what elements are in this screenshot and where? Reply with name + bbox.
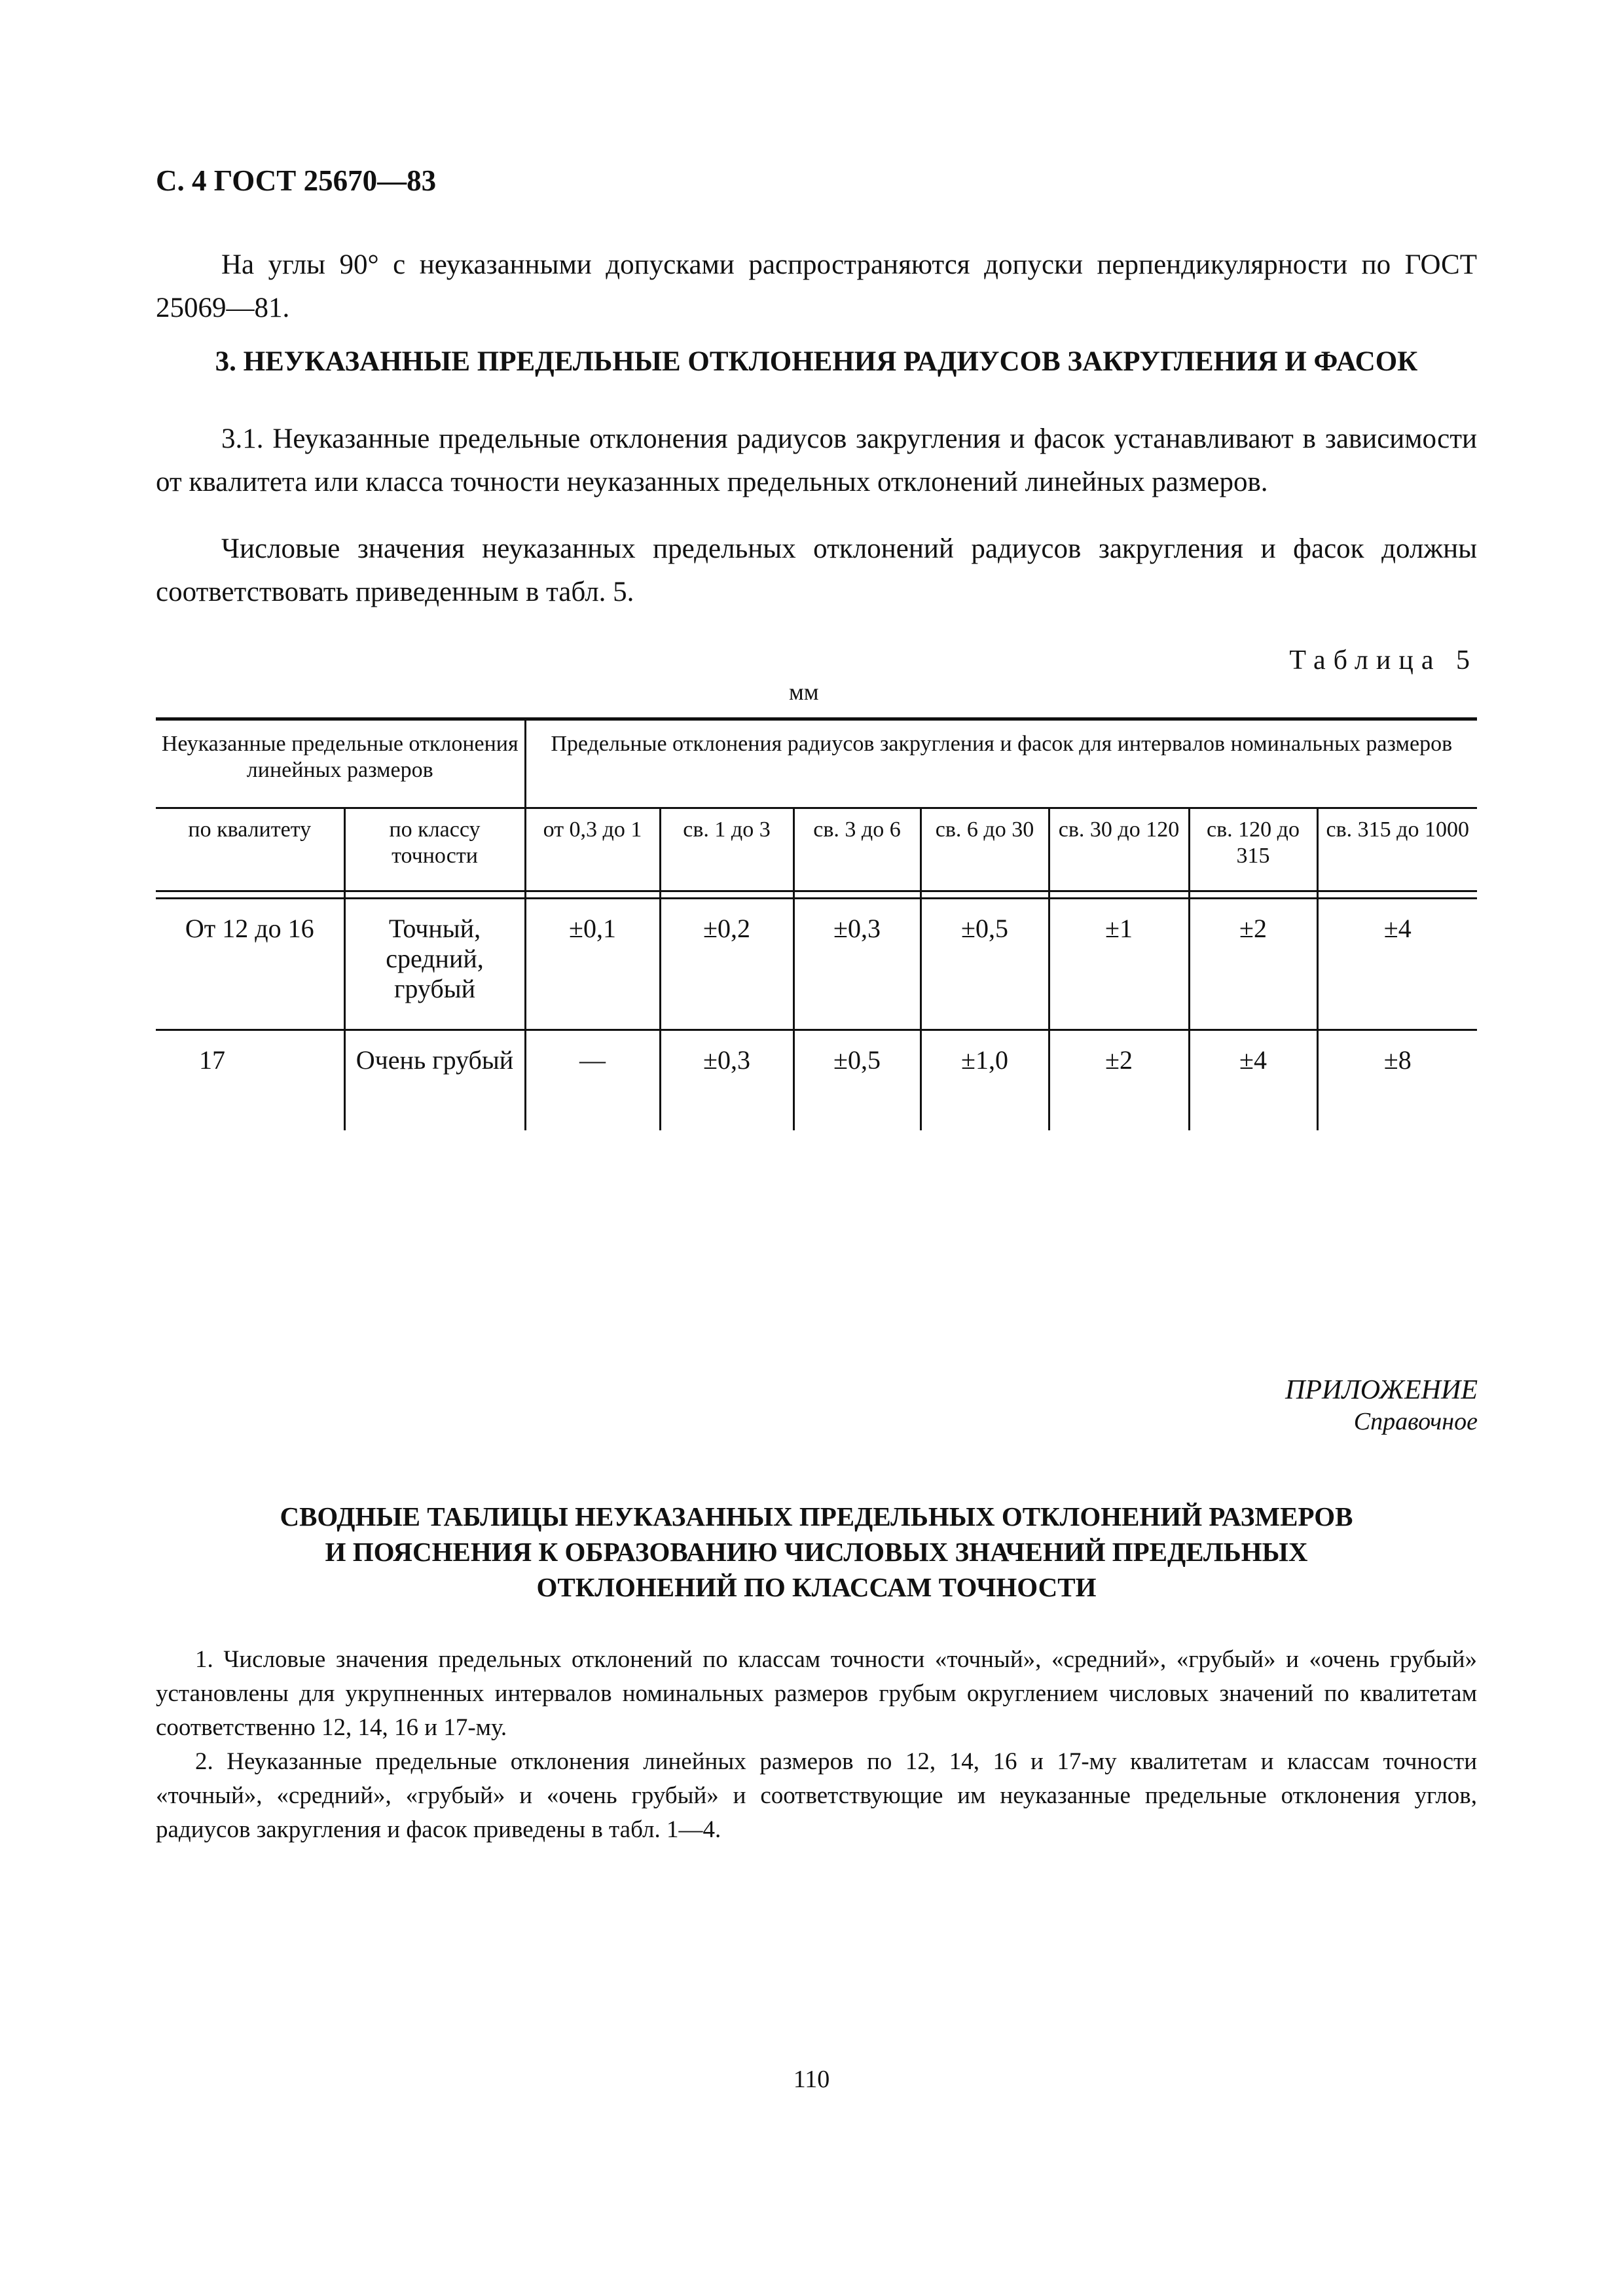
table-units: мм	[789, 679, 819, 705]
section-3-paragraph-1: 3.1. Неуказанные предельные отклонения радиусов закругления и фасок устанавливают в зависимости от квалитета или класса точности неуказанных предельных отклонений линейных размеров.	[156, 423, 1477, 497]
appendix-title-line: ОТКЛОНЕНИЙ ПО КЛАССАМ ТОЧНОСТИ	[536, 1572, 1097, 1602]
cell-value: ±2	[1189, 899, 1317, 1030]
table-row	[156, 899, 1477, 1030]
page-header: С. 4 ГОСТ 25670—83	[156, 164, 437, 197]
cell-klass: Точный, средний, грубый	[344, 899, 525, 1030]
interval-header: от 0,3 до 1	[525, 808, 660, 891]
cell-value: ±4	[1317, 899, 1477, 1030]
group-header-right: Предельные отклонения радиусов закругления и фасок для интервалов номинальных размеров	[525, 719, 1477, 808]
cell-value: ±0,3	[660, 1030, 793, 1131]
table-label: Таблица 5	[1289, 645, 1478, 675]
section-3-title: 3. НЕУКАЗАННЫЕ ПРЕДЕЛЬНЫЕ ОТКЛОНЕНИЯ РАДИУСОВ ЗАКРУГЛЕНИЯ И ФАСОК	[215, 346, 1418, 377]
appendix-paragraph-2: 2. Неуказанные предельные отклонения линейных размеров по 12, 14, 16 и 17-му квалитетам и классам точности «точный», «средний», «грубый» и «очень грубый» и соответствующие им неуказанные предельные отклонения углов, радиусов закругления и фасок приведены в табл. 1—4.	[156, 1748, 1477, 1843]
interval-header: св. 120 до 315	[1189, 808, 1317, 891]
subheader-klass: по классу точности	[344, 808, 525, 891]
interval-header: св. 3 до 6	[793, 808, 921, 891]
cell-klass: Очень грубый	[344, 1030, 525, 1131]
appendix-title-line: СВОДНЫЕ ТАБЛИЦЫ НЕУКАЗАННЫХ ПРЕДЕЛЬНЫХ ОТКЛОНЕНИЙ РАЗМЕРОВ	[280, 1501, 1353, 1532]
table-5	[156, 717, 1477, 1130]
intro-paragraph: На углы 90° с неуказанными допусками распространяются допуски перпендикулярности по ГОСТ 25069—81.	[156, 249, 1477, 323]
cell-kvalitet: От 12 до 16	[156, 899, 344, 1030]
appendix-paragraph-1: 1. Числовые значения предельных отклонений по классам точности «точный», «средний», «грубый» и «очень грубый» установлены для укрупненных интервалов номинальных размеров грубым округлением числовых значений по квалитетам соответственно 12, 14, 16 и 17-му.	[156, 1646, 1477, 1741]
cell-value: ±0,2	[660, 899, 793, 1030]
cell-value: —	[525, 1030, 660, 1131]
appendix-title-line: И ПОЯСНЕНИЯ К ОБРАЗОВАНИЮ ЧИСЛОВЫХ ЗНАЧЕНИЙ ПРЕДЕЛЬНЫХ	[325, 1537, 1308, 1567]
table-row	[156, 1030, 1477, 1131]
appendix-label: ПРИЛОЖЕНИЕ	[1285, 1375, 1478, 1405]
cell-value: ±0,5	[921, 899, 1049, 1030]
interval-header: св. 1 до 3	[660, 808, 793, 891]
page-number: 110	[793, 2066, 830, 2093]
interval-header: св. 315 до 1000	[1317, 808, 1477, 891]
cell-kvalitet: 17	[199, 1045, 225, 1075]
cell-value: ±1	[1049, 899, 1189, 1030]
cell-value: ±2	[1049, 1030, 1189, 1131]
cell-value: ±1,0	[921, 1030, 1049, 1131]
cell-value: ±8	[1317, 1030, 1477, 1131]
section-3-paragraph-2: Числовые значения неуказанных предельных отклонений радиусов закругления и фасок должны соответствовать приведенным в табл. 5.	[156, 533, 1477, 607]
interval-header: св. 30 до 120	[1049, 808, 1189, 891]
appendix-sublabel: Справочное	[1353, 1408, 1478, 1435]
interval-header: св. 6 до 30	[921, 808, 1049, 891]
cell-value: ±4	[1189, 1030, 1317, 1131]
appendix-title	[156, 1499, 1477, 1605]
cell-value: ±0,3	[793, 899, 921, 1030]
cell-value: ±0,1	[525, 899, 660, 1030]
subheader-kvalitet: по квалитету	[188, 817, 312, 842]
group-header-left: Неуказанные предельные отклонения линейных размеров	[156, 719, 525, 808]
cell-value: ±0,5	[793, 1030, 921, 1131]
